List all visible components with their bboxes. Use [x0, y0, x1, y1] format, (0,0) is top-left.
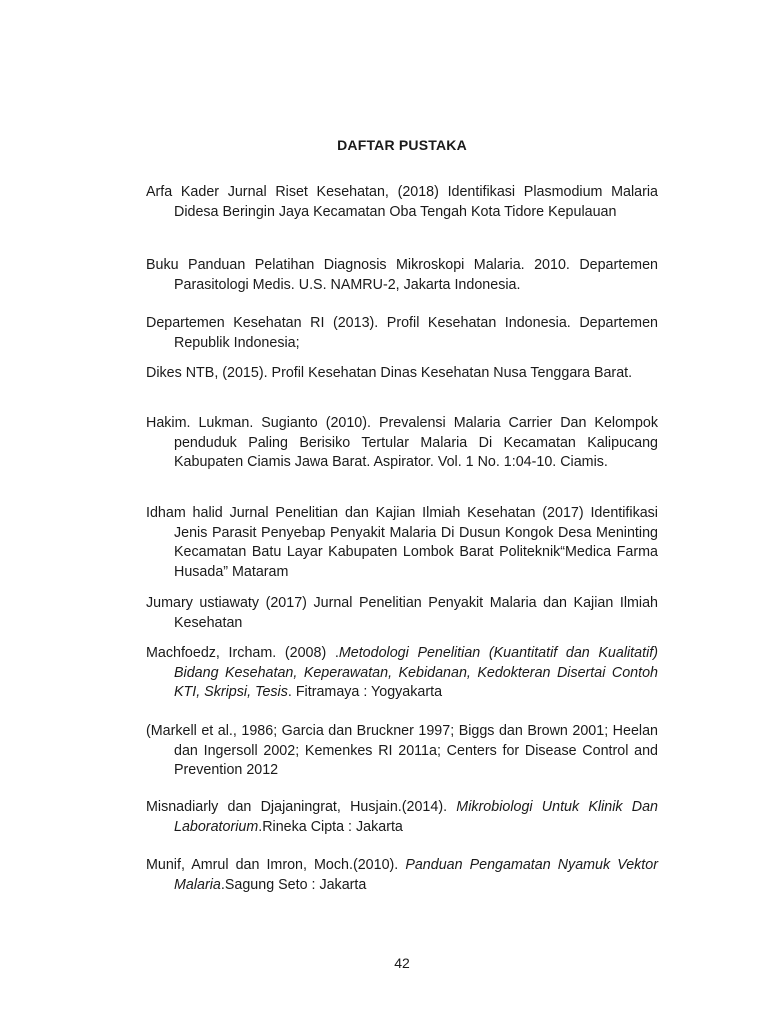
reference-entry — [146, 183, 658, 222]
reference-entry — [146, 644, 658, 703]
reference-text: . Fitramaya : Yogyakarta — [287, 684, 443, 700]
reference-entry — [146, 856, 658, 895]
reference-text: Misnadiarly dan Djajaningrat, Husjain.(2014). — [146, 799, 457, 815]
reference-text: Dikes NTB, (2015). Profil Kesehatan Dinas Kesehatan Nusa Tenggara Barat. — [146, 365, 633, 381]
reference-text: Buku Panduan Pelatihan Diagnosis Mikroskopi Malaria. 2010. Departemen Parasitologi Medis. U.S. NAMRU-2, Jakarta Indonesia. — [146, 257, 658, 293]
reference-entry — [146, 364, 658, 384]
page-title: DAFTAR PUSTAKA — [337, 137, 467, 153]
page-number: 42 — [394, 955, 410, 971]
reference-text: .Rineka Cipta : Jakarta — [258, 818, 403, 835]
reference-entry — [146, 414, 658, 473]
reference-entry — [146, 256, 658, 295]
reference-title-italic: Panduan Pengamatan Nyamuk Vektor Malaria — [174, 857, 658, 893]
reference-text: Munif, Amrul dan Imron, Moch.(2010). — [146, 857, 406, 873]
reference-entry — [146, 722, 658, 781]
reference-text: (Markell et al., 1986; Garcia dan Bruckner 1997; Biggs dan Brown 2001; Heelan dan Ingersoll 2002; Kemenkes RI 2011a; Centers for Disease Control and Prevention 2012 — [146, 723, 658, 778]
reference-entry — [146, 504, 658, 582]
reference-entry — [146, 314, 658, 353]
reference-text: Idham halid Jurnal Penelitian dan Kajian Ilmiah Kesehatan (2017) Identifikasi Jenis Parasit Penyebap Penyakit Malaria Di Dusun Kongok Desa Meninting Kecamatan Batu Layar Kabupaten Lombok Barat Politeknik“Medica Farma Husada” Mataram — [146, 505, 658, 580]
reference-text: .Sagung Seto : Jakarta — [220, 876, 367, 893]
reference-entry — [146, 594, 658, 633]
reference-text: Hakim. Lukman. Sugianto (2010). Prevalensi Malaria Carrier Dan Kelompok penduduk Paling Berisiko Tertular Malaria Di Kecamatan Kalipucang Kabupaten Ciamis Jawa Barat. Aspirator. Vol. 1 No. 1:04-10. Ciamis. — [146, 415, 658, 470]
reference-text: Arfa Kader Jurnal Riset Kesehatan, (2018) Identifikasi Plasmodium Malaria Didesa Beringin Jaya Kecamatan Oba Tengah Kota Tidore Kepulauan — [146, 184, 658, 220]
reference-entry — [146, 798, 658, 837]
reference-text: Jumary ustiawaty (2017) Jurnal Penelitian Penyakit Malaria dan Kajian Ilmiah Kesehatan — [146, 595, 658, 631]
reference-title-italic: Metodologi Penelitian (Kuantitatif dan Kualitatif) Bidang Kesehatan, Keperawatan, Kebidanan, Kedokteran Disertai Contoh KTI, Skripsi, Tesis — [174, 645, 658, 700]
reference-text: Machfoedz, Ircham. (2008) . — [146, 645, 339, 661]
reference-title-italic: Mikrobiologi Untuk Klinik Dan Laboratorium — [174, 799, 659, 835]
reference-text: Departemen Kesehatan RI (2013). Profil Kesehatan Indonesia. Departemen Republik Indonesia; — [146, 315, 658, 351]
